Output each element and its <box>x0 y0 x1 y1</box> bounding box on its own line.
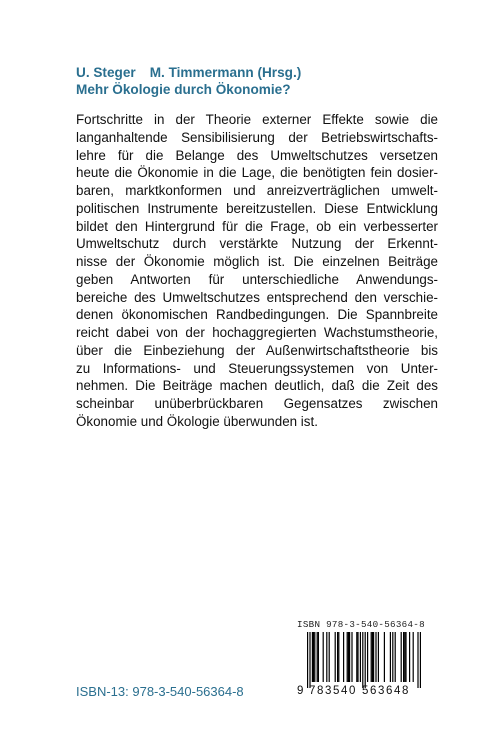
barcode-bar <box>307 632 308 688</box>
barcode-bar <box>338 632 339 682</box>
author-timmermann: M. Timmermann (Hrsg.) <box>149 65 302 80</box>
isbn-13-label: ISBN-13: 978-3-540-56364-8 <box>76 684 244 699</box>
barcode-bar <box>417 632 418 688</box>
barcode-digits-right: 563648 <box>361 685 410 697</box>
blurb-line: baren, marktkonformen und anreizverträglichen umwelt- <box>76 183 438 198</box>
blurb-line: zu Informations- und Steuerungssystemen von Unter- <box>76 360 438 376</box>
barcode-bar <box>375 632 376 682</box>
barcode-bar <box>329 632 330 682</box>
barcode-image <box>297 632 427 688</box>
barcode-block <box>297 619 427 697</box>
barcode-bar <box>404 632 405 682</box>
barcode-bar <box>360 632 361 682</box>
blurb-line: heute die Ökonomie in die Lage, die benötigten fein dosier- <box>76 165 438 181</box>
blurb-line: bildet den Hintergrund für die Frage, ob ein verbesserter <box>76 218 438 234</box>
barcode-bar <box>392 632 393 682</box>
barcode-bar <box>390 632 391 682</box>
barcode-bar <box>405 632 406 682</box>
blurb-line: lehre für die Belange des Umweltschutzes versetzen <box>76 147 438 163</box>
barcode-bar <box>312 632 313 682</box>
barcode-bar <box>372 632 373 682</box>
barcode-bar <box>413 632 414 682</box>
barcode-digits-left: 783540 <box>309 685 357 697</box>
barcode-isbn-text: ISBN 978-3-540-56364-8 <box>297 619 425 630</box>
barcode-bar <box>323 632 324 682</box>
barcode-bar <box>337 632 338 682</box>
barcode-bar <box>335 632 336 682</box>
barcode-bar <box>351 632 352 682</box>
barcode-bar <box>343 632 344 682</box>
authors <box>76 64 436 81</box>
blurb-line: Umweltschutz durch verstärkte Nutzung der Erkennt- <box>76 236 438 252</box>
blurb-line: Fortschritte in der Theorie externer Effekte sowie die <box>76 112 438 127</box>
barcode-bar <box>384 632 385 682</box>
blurb-line: geben Antworten für unterschiedliche Anwendungs- <box>76 271 438 287</box>
barcode-bar <box>373 632 374 682</box>
barcode-bar <box>395 632 396 682</box>
book-header <box>76 64 436 98</box>
barcode-bar <box>357 632 358 682</box>
barcode-bar <box>365 632 366 688</box>
barcode-bar <box>378 632 379 682</box>
barcode-digits <box>297 685 427 697</box>
barcode-bar <box>309 632 310 688</box>
barcode-bar <box>356 632 357 682</box>
blurb-line: nehmen. Die Beiträge machen deutlich, daß die Zeit des <box>76 378 438 394</box>
barcode-bar <box>367 632 368 682</box>
barcode-bar <box>403 632 404 682</box>
barcode-bar <box>362 632 363 688</box>
barcode-bar <box>348 632 349 682</box>
blurb-line: Ökonomie und Ökologie überwunden ist. <box>76 413 318 429</box>
barcode-bar <box>347 632 348 682</box>
blurb-line: langanhaltende Sensibilisierung der Betriebswirtschafts- <box>76 129 438 145</box>
blurb-line: nisse der Ökonomie möglich ist. Die einzelnen Beiträge <box>76 254 438 269</box>
blurb-line: denen ökonomischen Randbedingungen. Die Spannbreite <box>76 307 438 323</box>
barcode-bar <box>349 632 350 682</box>
blurb-line: politischen Instrumente bereitzustellen. Diese Entwicklung <box>76 200 438 216</box>
blurb-line: scheinbar unüberbrückbaren Gegensatzes zwischen <box>76 396 438 411</box>
barcode-bar <box>420 632 421 688</box>
blurb-line: bereiche des Umweltschutzes entsprechend den verschie- <box>76 289 438 305</box>
barcode-bar <box>409 632 410 682</box>
barcode-bar <box>326 632 327 682</box>
back-cover-blurb <box>76 111 438 431</box>
blurb-line: reicht dabei von der hochaggregierten Wachstumstheorie, <box>76 325 438 340</box>
book-title: Mehr Ökologie durch Ökonomie? <box>76 82 291 97</box>
barcode-bar <box>314 632 315 682</box>
barcode-bar <box>317 632 318 682</box>
barcode-bar <box>313 632 314 682</box>
author-steger: U. Steger <box>76 65 136 80</box>
barcode-bar <box>318 632 319 682</box>
barcode-digit-first: 9 <box>297 685 304 697</box>
barcode-bar <box>401 632 402 682</box>
barcode-bar <box>371 632 372 682</box>
blurb-line: über die Einbeziehung der Außenwirtschaftstheorie bis <box>76 342 438 358</box>
